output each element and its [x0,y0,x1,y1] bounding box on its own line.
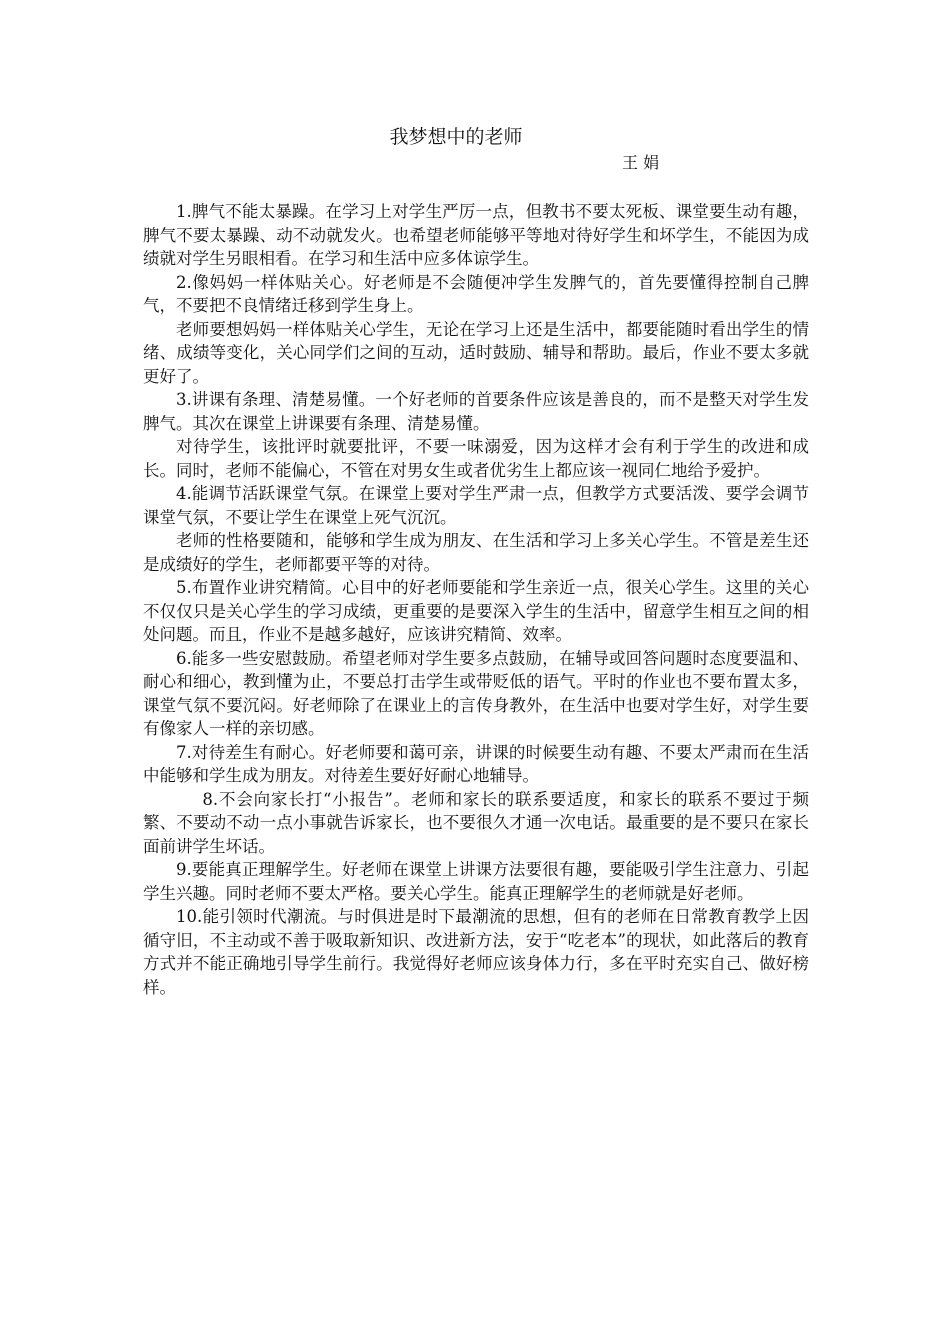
author-name: 王 娟 [622,153,660,172]
paragraph: 4.能调节活跃课堂气氛。在课堂上要对学生严肃一点，但教学方式要活泼、要学会调节课堂气氛，不要让学生在课堂上死气沉沉。 [143,484,809,527]
paragraph: 老师要想妈妈一样体贴关心学生，无论在学习上还是生活中，都要能随时看出学生的情绪、成绩等变化，关心同学们之间的互动，适时鼓励、辅导和帮助。最后，作业不要太多就更好了。 [143,319,809,386]
document-title: 我梦想中的老师 [389,126,523,148]
paragraph: 8.不会向家长打“小报告”。老师和家长的联系要适度，和家长的联系不要过于频繁、不要动不动一点小事就告诉家长，也不要很久才通一次电话。最重要的是不要只在家长面前讲学生坏话。 [143,789,809,856]
paragraph: 3.讲课有条理、清楚易懂。一个好老师的首要条件应该是善良的，而不是整天对学生发脾气。其次在课堂上讲课要有条理、清楚易懂。 [143,390,809,433]
paragraph: 10.能引领时代潮流。与时俱进是时下最潮流的思想，但有的老师在日常教育教学上因循守旧，不主动或不善于吸取新知识、改进新方法，安于“吃老本”的现状，如此落后的教育方式并不能正确地引导学生前行。我觉得好老师应该身体力行，多在平时充实自己、做好榜样。 [143,907,809,997]
paragraph: 7.对待差生有耐心。好老师要和蔼可亲，讲课的时候要生动有趣、不要太严肃而在生活中能够和学生成为朋友。对待差生要好好耐心地辅导。 [143,742,809,785]
paragraph: 对待学生，该批评时就要批评，不要一味溺爱，因为这样才会有利于学生的改进和成长。同时，老师不能偏心，不管在对男女生或者优劣生上都应该一视同仁地给予爱护。 [143,437,809,480]
paragraph: 5.布置作业讲究精简。心目中的好老师要能和学生亲近一点，很关心学生。这里的关心不仅仅只是关心学生的学习成绩，更重要的是要深入学生的生活中，留意学生相互之间的相处问题。而且，作业不是越多越好，应该讲究精简、效率。 [143,578,809,644]
paragraph: 老师的性格要随和，能够和学生成为朋友、在生活和学习上多关心学生。不管是差生还是成绩好的学生，老师都要平等的对待。 [143,531,809,574]
paragraph: 6.能多一些安慰鼓励。希望老师对学生要多点鼓励，在辅导或回答问题时态度要温和、耐心和细心，教到懂为止，不要总打击学生或带贬低的语气。平时的作业也不要布置太多，课堂气氛不要沉闷。好老师除了在课业上的言传身教外，在生活中也要对学生好，对学生要有像家人一样的亲切感。 [143,648,809,738]
paragraph: 1.脾气不能太暴躁。在学习上对学生严厉一点，但教书不要太死板、课堂要生动有趣，脾气不要太暴躁、动不动就发火。也希望老师能够平等地对待好学生和坏学生，不能因为成绩就对学生另眼相看。在学习和生活中应多体谅学生。 [143,202,809,268]
document-body [143,200,809,999]
paragraph: 2.像妈妈一样体贴关心。好老师是不会随便冲学生发脾气的，首先要懂得控制自己脾气，不要把不良情绪迁移到学生身上。 [143,272,809,315]
paragraph: 9.要能真正理解学生。好老师在课堂上讲课方法要很有趣，要能吸引学生注意力、引起学生兴趣。同时老师不要太严格。要关心学生。能真正理解学生的老师就是好老师。 [143,860,809,903]
